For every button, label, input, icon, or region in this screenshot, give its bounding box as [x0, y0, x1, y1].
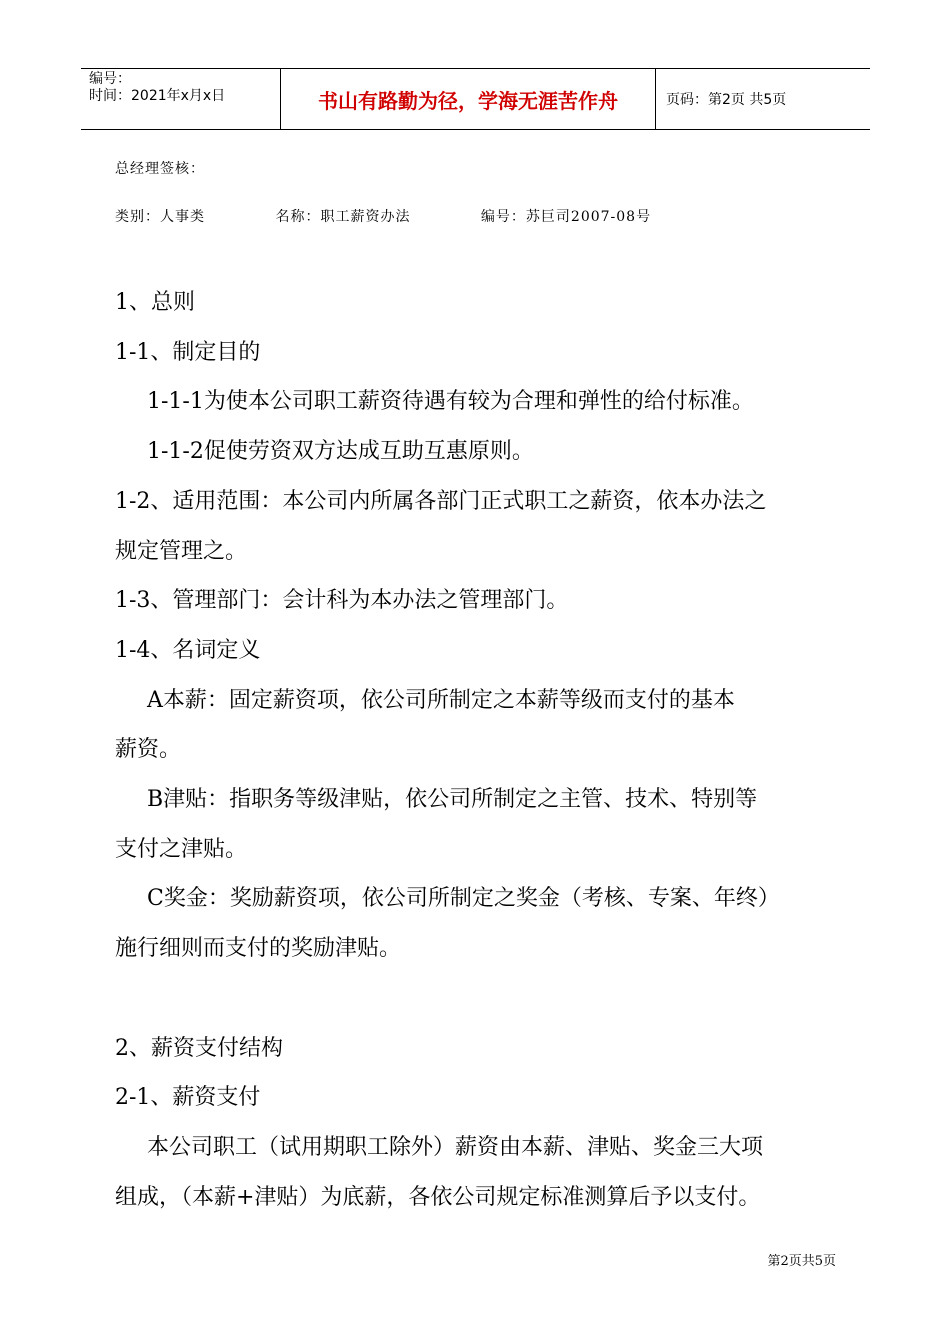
document-body: [115, 278, 840, 1222]
document-info-line: [115, 206, 651, 226]
header-left-cell: [81, 69, 281, 129]
paragraph: 本公司职工（试用期职工除外）薪资由本薪、津贴、奖金三大项: [147, 1134, 764, 1160]
paragraph: 1-1-1为使本公司职工薪资待遇有较为合理和弹性的给付标准。: [147, 389, 754, 415]
definition-item: C奖金：奖励薪资项，依公司所制定之奖金（考核、专案、年终）: [147, 886, 780, 912]
document-time: 时间：2021年x月x日: [89, 88, 226, 104]
definition-item: A本薪：固定薪资项，依公司所制定之本薪等级而支付的基本: [147, 687, 735, 713]
subsection-heading: 1-1、制定目的: [115, 339, 261, 365]
signoff-line: 总经理签核：: [115, 161, 205, 177]
document-code-field: 编号：苏巨司2007-08号: [480, 209, 652, 225]
section-heading: 2、薪资支付结构: [115, 1035, 283, 1061]
subsection-heading: 1-4、名词定义: [115, 637, 261, 663]
definition-item: 支付之津贴。: [115, 836, 248, 862]
footer-page-number: 第2页共5页: [767, 1254, 836, 1269]
document-number-label: 编号：: [89, 71, 131, 87]
header-motto: 书山有路勤为径，学海无涯苦作舟: [281, 69, 656, 129]
header-table: [81, 68, 870, 130]
definition-item: 薪资。: [115, 737, 182, 763]
paragraph: 1-3、管理部门：会计科为本办法之管理部门。: [115, 588, 569, 614]
document-name-field: 名称：职工薪资办法: [275, 209, 411, 225]
subsection-heading: 2-1、薪资支付: [115, 1085, 261, 1111]
paragraph: 组成，（本薪+津贴）为底薪，各依公司规定标准测算后予以支付。: [115, 1184, 761, 1210]
header-page-number: 页码：第2页 共5页: [666, 92, 787, 108]
paragraph: 规定管理之。: [115, 538, 248, 564]
definition-item: 施行细则而支付的奖励津贴。: [115, 936, 402, 962]
category-field: 类别：人事类: [115, 209, 205, 225]
blank-line: [115, 974, 840, 1024]
paragraph: 1-1-2促使劳资双方达成互助互惠原则。: [147, 439, 534, 465]
section-heading: 1、总则: [115, 290, 195, 315]
paragraph: 1-2、适用范围：本公司内所属各部门正式职工之薪资，依本办法之: [115, 488, 767, 514]
definition-item: B津贴：指职务等级津贴，依公司所制定之主管、技术、特别等: [147, 787, 758, 813]
